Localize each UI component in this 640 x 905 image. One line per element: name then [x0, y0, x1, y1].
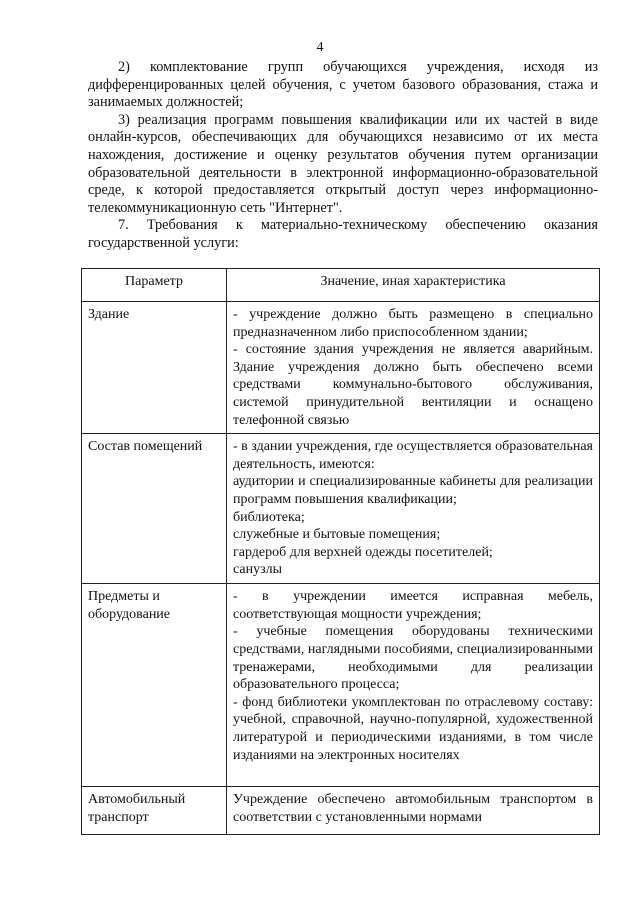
table-row: [82, 434, 600, 584]
row-value: [227, 434, 600, 584]
paragraph: 3) реализация программ повышения квалификации или их частей в виде онлайн-курсов, обеспечивающих для обучающихся независимо от их места нахождения, достижение и оценку результатов обучения путем организации образовательной деятельности в электронной информационно-образовательной среде, к которой предоставляется открытый доступ через информационно-телекоммуникационную сеть "Интернет".: [88, 111, 598, 216]
value-item: - в здании учреждения, где осуществляется образовательная деятельность, имеются:: [233, 439, 593, 472]
table-row: [82, 302, 600, 434]
row-value: [227, 787, 600, 835]
value-item: - в учреждении имеется исправная мебель, соответствующая мощности учреждения;: [233, 589, 593, 622]
value-item: - состояние здания учреждения не является аварийным. Здание учреждения должно быть обеспечено всеми средствами коммунально-бытового обслуживания, системой принудительной вентиляции и оснащено телефонной связью: [233, 342, 593, 428]
value-item: гардероб для верхней одежды посетителей;: [233, 544, 493, 560]
value-item: аудитории и специализированные кабинеты для реализации программ повышения квалификации;: [233, 474, 593, 507]
page-number: 4: [316, 40, 324, 55]
value-item: библиотека;: [233, 509, 305, 525]
row-value: [227, 302, 600, 434]
column-header-parameter: Параметр: [82, 269, 227, 302]
paragraph: 2) комплектование групп обучающихся учреждения, исходя из дифференцированных целей обучения, с учетом базового образования, стажа и занимаемых должностей;: [88, 59, 598, 111]
value-item: служебные и бытовые помещения;: [233, 527, 441, 543]
requirements-table: [81, 268, 600, 835]
row-value: [227, 584, 600, 787]
body-text: [88, 59, 598, 253]
table-header-row: [82, 269, 600, 302]
paragraph: 7. Требования к материально-техническому обеспечению оказания государственной услуги:: [88, 217, 598, 251]
table-row: [82, 584, 600, 787]
row-parameter: Предметы и оборудование: [82, 584, 227, 787]
value-item: санузлы: [233, 562, 283, 578]
row-parameter: Состав помещений: [82, 434, 227, 584]
column-header-value: Значение, иная характеристика: [227, 269, 600, 302]
row-parameter: Здание: [82, 302, 227, 434]
value-item: Учреждение обеспечено автомобильным транспортом в соответствии с установленными нормами: [233, 792, 593, 825]
value-item: - учреждение должно быть размещено в специально предназначенном либо приспособленном здании;: [233, 307, 593, 340]
value-item: - фонд библиотеки укомплектован по отраслевому составу: учебной, справочной, научно-популярной, художественной литературой и периодическими изданиями, в том числе изданиями на электронных носителях: [233, 694, 593, 763]
table-row: [82, 787, 600, 835]
value-item: - учебные помещения оборудованы техническими средствами, наглядными пособиями, специализированными тренажерами, необходимыми для реализации образовательного процесса;: [233, 624, 593, 693]
row-parameter: Автомобильный транспорт: [82, 787, 227, 835]
